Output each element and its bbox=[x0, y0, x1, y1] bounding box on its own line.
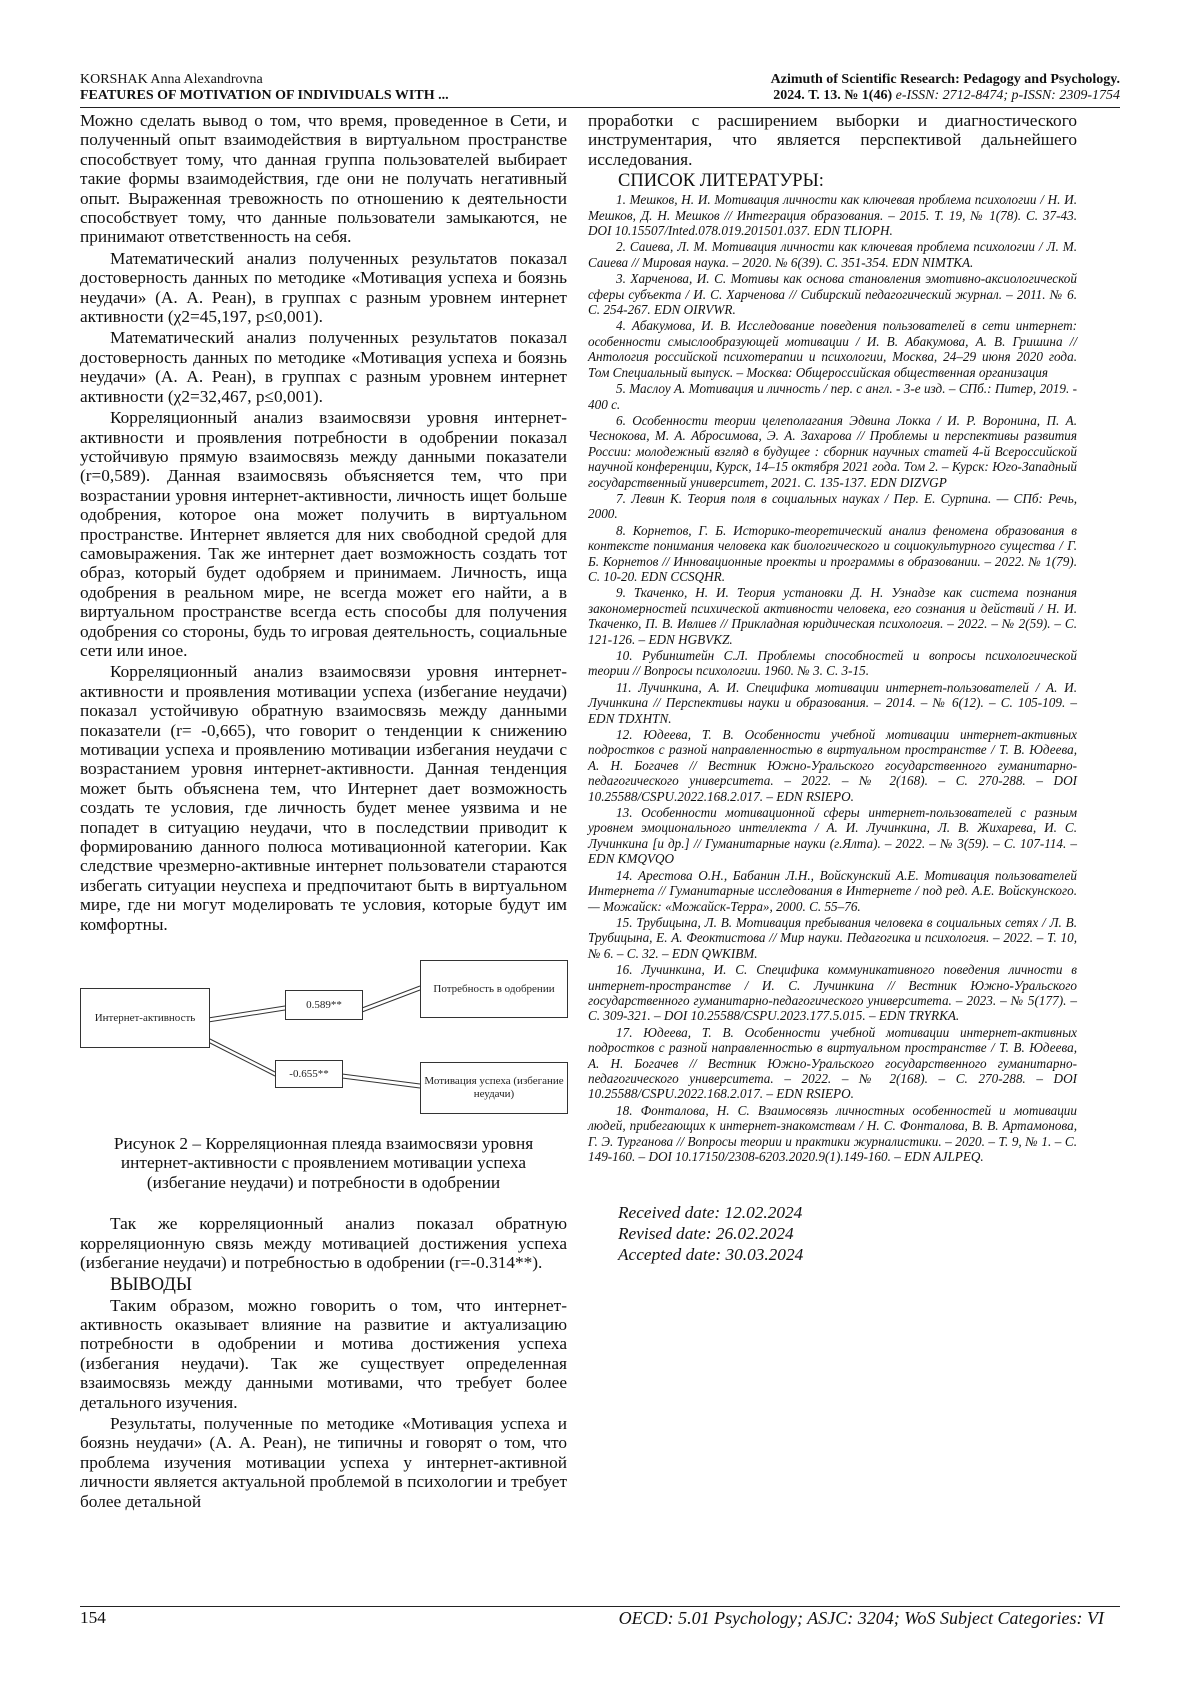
paragraph: Результаты, полученные по методике «Мотивация успеха и боязнь неудачи» (А. А. Реан), не типичны и говорят о том, что проблема изучения мотивации успеха у интернет-активной личности является актуальной проблемой в психологии и требует более детальной bbox=[80, 1413, 567, 1511]
edge-label-approval: 0.589** bbox=[285, 990, 363, 1020]
reference-item: 7. Левин К. Теория поля в социальных науках / Пер. Е. Сурпина. — СПб: Речь, 2000. bbox=[588, 490, 1077, 522]
reference-item: 2. Саиева, Л. М. Мотивация личности как ключевая проблема психологии / Л. М. Саиева // Мировая наука. – 2020. № 6(39). С. 351-354. EDN NIMTKA. bbox=[588, 239, 1077, 270]
reference-item: 14. Арестова О.Н., Бабанин Л.Н., Войскунский А.Е. Мотивация пользователей Интернета // Гуманитарные исследования в Интернете / под ред. А.Е. Войскунского. — Можайск: «Можайск-Терра», 2000. С. 55–76. bbox=[588, 867, 1077, 914]
reference-item: 4. Абакумова, И. В. Исследование поведения пользователей в сети интернет: особенности смыслообразующей мотивации / И. В. Абакумова, А. В. Гришина // Антология российской психотерапии и психологии, Москва, 24–29 июня 2020 года. Том Специальный выпуск. – Москва: Общероссийская общественная организация bbox=[588, 318, 1077, 380]
paragraph: Корреляционный анализ взаимосвязи уровня интернет-активности и проявления потребности в одобрении показал устойчивую прямую взаимосвязь между данными показатели (r=0,589). Данная взаимосвязь объясняется тем, что при возрастании уровня интернет-активности, личность ищет больше одобрения, которое она может получить в виртуальном пространстве. Интернет является для них свободной средой для самовыражения. Так же интернет дает возможность создать тот образ, который будет одобряем и принимаем. Личность, ища одобрения в реальном мире, не всегда может его найти, а в виртуальном пространстве всегда есть способы для получения одобрения со стороны, будь то игровая деятельность, социальные сети или иное. bbox=[80, 408, 567, 660]
issue-info: 2024. Т. 13. № 1(46) bbox=[773, 88, 893, 103]
edge-label-success: -0.655** bbox=[275, 1060, 343, 1088]
node-success-motivation: Мотивация успеха (избегание неудачи) bbox=[420, 1062, 568, 1114]
reference-item: 15. Трубицына, Л. В. Мотивация пребывания человека в социальных сетях / Л. В. Трубицына, Е. А. Феоктистова // Мир науки. Педагогика и психология. – 2022. – Т. 10, № 6. – С. 32. – EDN QWKIBM. bbox=[588, 914, 1077, 961]
reference-item: 5. Маслоу А. Мотивация и личность / пер. с англ. - 3-е изд. – СПб.: Питер, 2019. - 400 с. bbox=[588, 381, 1077, 412]
paragraph: Математический анализ полученных результатов показал достоверность данных по методике «Мотивация успеха и боязнь неудачи» (А. А. Реан), в группах с разным уровнем интернет активности (χ2=32,467, p≤0,001). bbox=[80, 328, 567, 406]
journal-issue-line bbox=[600, 88, 1120, 104]
reference-item: 18. Фонталова, Н. С. Взаимосвязь личностных особенностей и мотивации людей, прибегающих к интернет-знакомствам / Н. С. Фонталова, В. В. Артамонова, Г. Э. Турганова // Вопросы теории и практики журналистики. – 2020. – Т. 9, № 1. – С. 149-160. – DOI 10.17150/2308-6203.2020.9(1).149-160. – EDN AJLPEQ. bbox=[588, 1102, 1077, 1164]
reference-item: 17. Юдеева, Т. В. Особенности учебной мотивации интернет-активных подростков с разной направленностью в виртуальном пространстве / Т. В. Юдеева, А. Н. Богачев // Вестник Южно-Уральского государственного гуманитарно-педагогического университета. – 2022. – № 2(168). – С. 270-288. – DOI 10.25588/CSPU.2022.168.2.017. – EDN RSIEPO. bbox=[588, 1024, 1077, 1102]
footer-rule bbox=[80, 1606, 1120, 1607]
paragraph: Математический анализ полученных результатов показал достоверность данных по методике «Мотивация успеха и боязнь неудачи» (А. А. Реан), в группах с разным уровнем интернет активности (χ2=45,197, p≤0,001). bbox=[80, 248, 567, 327]
right-column bbox=[588, 111, 1077, 1265]
left-column bbox=[80, 111, 567, 1511]
paragraph-continuation: проработки с расширением выборки и диагностического инструментария, что является перспективой дальнейшего исследования. bbox=[588, 111, 1077, 169]
classification-codes: OECD: 5.01 Psychology; ASJC: 3204; WoS Subject Categories: VI bbox=[618, 1608, 1104, 1628]
reference-item: 11. Лучинкина, А. И. Специфика мотивации интернет-пользователей / А. И. Лучинкина // Перспективы науки и образования. – 2014. – № 6(12). – С. 105-109. – EDN TDXHTN. bbox=[588, 679, 1077, 726]
running-head-left bbox=[80, 72, 600, 104]
running-head-right bbox=[600, 72, 1120, 104]
paragraph: Таким образом, можно говорить о том, что интернет-активность оказывает влияние на развитие и актуализацию потребности в одобрении и мотива достижения успеха (избегания неудачи). Так же существует определенная взаимосвязь между данными мотивами, что требует более детального изучения. bbox=[80, 1295, 567, 1412]
reference-item: 12. Юдеева, Т. В. Особенности учебной мотивации интернет-активных подростков с разной направленностью в виртуальном пространстве / Т. В. Юдеева, А. Н. Богачев // Вестник Южно-Уральского государственного гуманитарно-педагогического университета. – 2022. – № 2(168). – С. 270-288. – DOI 10.25588/CSPU.2022.168.2.017. – EDN RSIEPO. bbox=[588, 727, 1077, 804]
reference-item: 1. Мешков, Н. И. Мотивация личности как ключевая проблема психологии / Н. И. Мешков, Д. Н. Мешков // Интеграция образования. – 2015. Т. 19, № 1(78). С. 37-43. DOI 10.15507/Inted.078.019.201501.037. EDN TLIOPH. bbox=[588, 192, 1077, 239]
references-heading: СПИСОК ЛИТЕРАТУРЫ: bbox=[618, 171, 824, 192]
figure-caption: Рисунок 2 – Корреляционная плеяда взаимосвязи уровня интернет-активности с проявлением мотивации успеха (избегание неудачи) и потребности в одобрении bbox=[113, 1134, 534, 1192]
author-name: KORSHAK Anna Alexandrovna bbox=[80, 72, 263, 87]
reference-item: 13. Особенности мотивационной сферы интернет-пользователей с разным уровнем эмоционального интеллекта / А. И. Лучинкина, Л. В. Жихарева, И. С. Лучинкина [и др.] // Гуманитарные науки (г.Ялта). – 2022. – № 3(59). – С. 107-114. – EDN KMQVQO bbox=[588, 805, 1077, 867]
paragraph: Можно сделать вывод о том, что время, проведенное в Сети, и полученный опыт взаимодействия в виртуальном пространстве способствует тому, что данная группа пользователей выбирает такие формы взаимодействия, где они не получать негативный опыт. Выраженная тревожность по отношению к деятельности способствует тому, что данные пользователи замыкаются, не принимают ответственность на себя. bbox=[80, 111, 567, 247]
paragraph: Корреляционный анализ взаимосвязи уровня интернет-активности и проявления мотивации успеха (избегание неудачи) показал устойчивую обратную взаимосвязь между данными показатели (r= -0,665), что говорит о тенденции к снижению мотивации успеха и проявлению мотивации избегания неудачи с возрастанием уровня интернет-активности. Данная тенденция может быть объяснена тем, что Интернет дает возможность создать те условия, где личность будет менее уязвима и не попадет в ситуацию неудачи, что в последствии приводит к формированию данного полюса мотивационной категории. Как следствие чрезмерно-активные интернет пользователи стараются избегать ситуации неуспеха и предпочитают быть в виртуальном мире, где ни могут моделировать те условия, которые будут им комфортны. bbox=[80, 662, 567, 934]
reference-item: 10. Рубинштейн С.Л. Проблемы способностей и вопросы психологической теории // Вопросы психологии. 1960. № 3. С. 3-15. bbox=[588, 648, 1077, 679]
reference-item: 3. Харченова, И. С. Мотивы как основа становления эмотивно-аксиологической сферы субъекта / И. С. Харченова // Сибирский педагогический журнал. – 2011. № 6. С. 254-267. EDN OIRVWR. bbox=[588, 271, 1077, 318]
received-date: Received date: 12.02.2024 bbox=[618, 1203, 803, 1223]
header-rule bbox=[80, 107, 1120, 108]
reference-item: 8. Корнетов, Г. Б. Историко-теоретический анализ феномена образования в контексте понимания человека как биологического и социокультурного существа / Г. Б. Корнетов // Инновационные проекты и программы в образовании. – 2022. № 1(79). С. 10-20. EDN CCSQHR. bbox=[588, 522, 1077, 584]
accepted-date: Accepted date: 30.03.2024 bbox=[618, 1245, 804, 1265]
node-internet-activity: Интернет-активность bbox=[80, 988, 210, 1048]
conclusions-heading: ВЫВОДЫ bbox=[110, 1274, 193, 1295]
node-need-for-approval: Потребность в одобрении bbox=[420, 960, 568, 1018]
article-dates bbox=[618, 1202, 1077, 1265]
reference-item: 6. Особенности теории целеполагания Эдвина Локка / И. Р. Воронина, П. А. Чеснокова, М. А. Абросимова, Э. А. Захарова // Проблемы и перспективы развития России: молодежный взгляд в будущее : сборник научных статей 4-й Всероссийской научной конференции, Курск, 14–15 октября 2021 года. Том 2. – Курск: Юго-Западный государственный университет, 2021. С. 135-137. EDN DIZVGP bbox=[588, 412, 1077, 490]
journal-title: Azimuth of Scientific Research: Pedagogy and Psychology. bbox=[770, 72, 1120, 87]
article-short-title: FEATURES OF MOTIVATION OF INDIVIDUALS WITH ... bbox=[80, 88, 449, 103]
reference-list bbox=[588, 192, 1077, 1164]
revised-date: Revised date: 26.02.2024 bbox=[618, 1224, 794, 1244]
reference-item: 16. Лучинкина, И. С. Специфика коммуникативного поведения личности в интернет-пространстве / И. С. Лучинкина // Вестник Южно-Уральского государственного гуманитарно-педагогического университета. – 2023. – № 5(177). – С. 309-321. – DOI 10.25588/CSPU.2023.177.5.015. – EDN TRYRKA. bbox=[588, 962, 1077, 1024]
issn-info: e-ISSN: 2712-8474; p-ISSN: 2309-1754 bbox=[895, 88, 1120, 103]
page-number: 154 bbox=[80, 1608, 106, 1627]
reference-item: 9. Ткаченко, Н. И. Теория установки Д. Н. Узнадзе как система познания закономерностей психической активности человека, его сознания и действий / Н. И. Ткаченко, П. В. Ивлиев // Прикладная юридическая психология. – 2022. – № 2(59). – С. 121-126. – EDN HGBVKZ. bbox=[588, 585, 1077, 647]
paragraph: Так же корреляционный анализ показал обратную корреляционную связь между мотивацией достижения успеха (избегание неудачи) и потребностью в одобрении (r=-0.314**). bbox=[80, 1214, 567, 1273]
correlation-diagram bbox=[80, 956, 567, 1114]
